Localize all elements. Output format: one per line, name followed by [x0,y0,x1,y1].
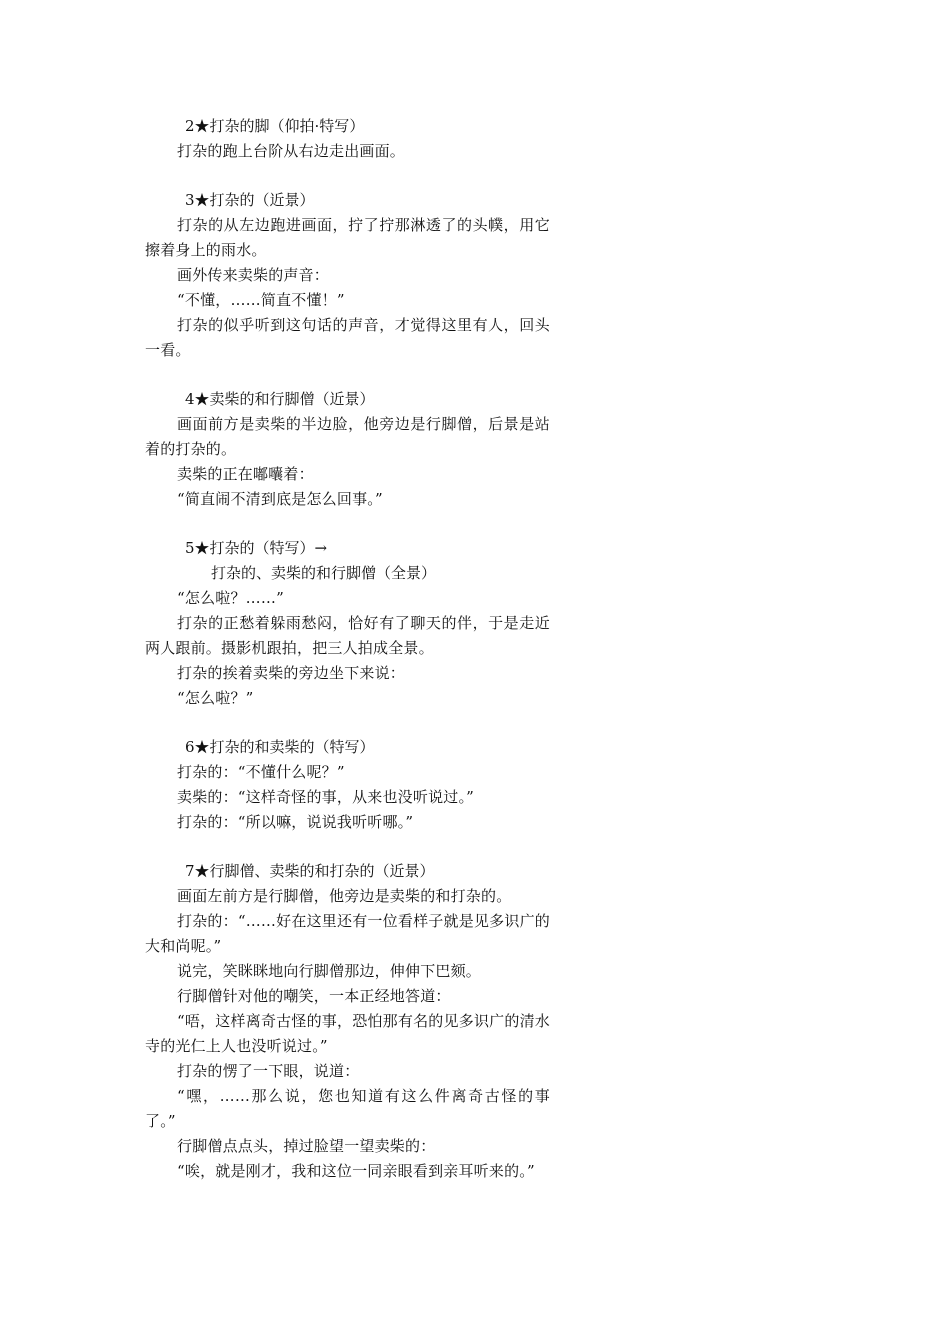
paragraph: “怎么啦？……” [177,589,284,607]
paragraph: 行脚僧点点头，掉过脸望一望卖柴的： [177,1137,436,1155]
shot-heading-2 [145,114,550,139]
paragraph: 打杂的似乎听到这句话的声音，才觉得这里有人，回头一看。 [145,316,550,359]
spacer [145,363,550,387]
shot-heading-3 [145,188,550,213]
spacer [145,711,550,735]
spacer [145,835,550,859]
shot-heading-4 [145,387,550,412]
shot-2-title: 2★打杂的脚（仰拍·特写） [185,117,365,135]
paragraph: 画面左前方是行脚僧，他旁边是卖柴的和打杂的。 [177,887,512,905]
shot-4-title: 4★卖柴的和行脚僧（近景） [185,390,375,408]
paragraph: “怎么啦？” [177,689,254,707]
paragraph: 打杂的：“不懂什么呢？” [177,763,345,781]
shot-5-title: 5★打杂的（特写）→ [185,539,328,557]
shot-3-title: 3★打杂的（近景） [185,191,315,209]
shot-heading-5 [145,536,550,586]
paragraph: “唉，就是刚才，我和这位一同亲眼看到亲耳听来的。” [177,1162,535,1180]
paragraph: 打杂的：“……好在这里还有一位看样子就是见多识广的大和尚呢。” [145,912,550,955]
paragraph: “嘿，……那么说，您也知道有这么件离奇古怪的事了。” [145,1087,550,1130]
shot-heading-7 [145,859,550,884]
paragraph: 画外传来卖柴的声音： [177,266,330,284]
paragraph: 卖柴的正在嘟囔着： [177,465,314,483]
spacer [145,164,550,188]
paragraph: 打杂的：“所以嘛，说说我听听哪。” [177,813,414,831]
paragraph: 说完，笑眯眯地向行脚僧那边，伸伸下巴颏。 [177,962,482,980]
shot-7-title: 7★行脚僧、卖柴的和打杂的（近景） [185,862,435,880]
paragraph: 打杂的愣了一下眼，说道： [177,1062,360,1080]
paragraph: “唔，这样离奇古怪的事，恐怕那有名的见多识广的清水寺的光仁上人也没听说过。” [145,1012,550,1055]
paragraph: 打杂的挨着卖柴的旁边坐下来说： [177,664,406,682]
paragraph: 卖柴的：“这样奇怪的事，从来也没听说过。” [177,788,475,806]
paragraph: 打杂的跑上台阶从右边走出画面。 [177,142,406,160]
paragraph: 画面前方是卖柴的半边脸，他旁边是行脚僧，后景是站着的打杂的。 [145,415,550,458]
paragraph: 打杂的从左边跑进画面，拧了拧那淋透了的头幞，用它擦着身上的雨水。 [145,216,550,259]
shot-5-subtitle: 打杂的、卖柴的和行脚僧（全景） [211,564,437,582]
spacer [145,512,550,536]
shot-6-title: 6★打杂的和卖柴的（特写） [185,738,375,756]
screenplay-text [145,114,550,1184]
paragraph: 打杂的正愁着躲雨愁闷，恰好有了聊天的伴，于是走近两人跟前。摄影机跟拍，把三人拍成全景。 [145,614,550,657]
paragraph: 行脚僧针对他的嘲笑，一本正经地答道： [177,987,451,1005]
paragraph: “简直闹不清到底是怎么回事。” [177,490,383,508]
shot-heading-6 [145,735,550,760]
paragraph: “不懂，……简直不懂！” [177,291,345,309]
